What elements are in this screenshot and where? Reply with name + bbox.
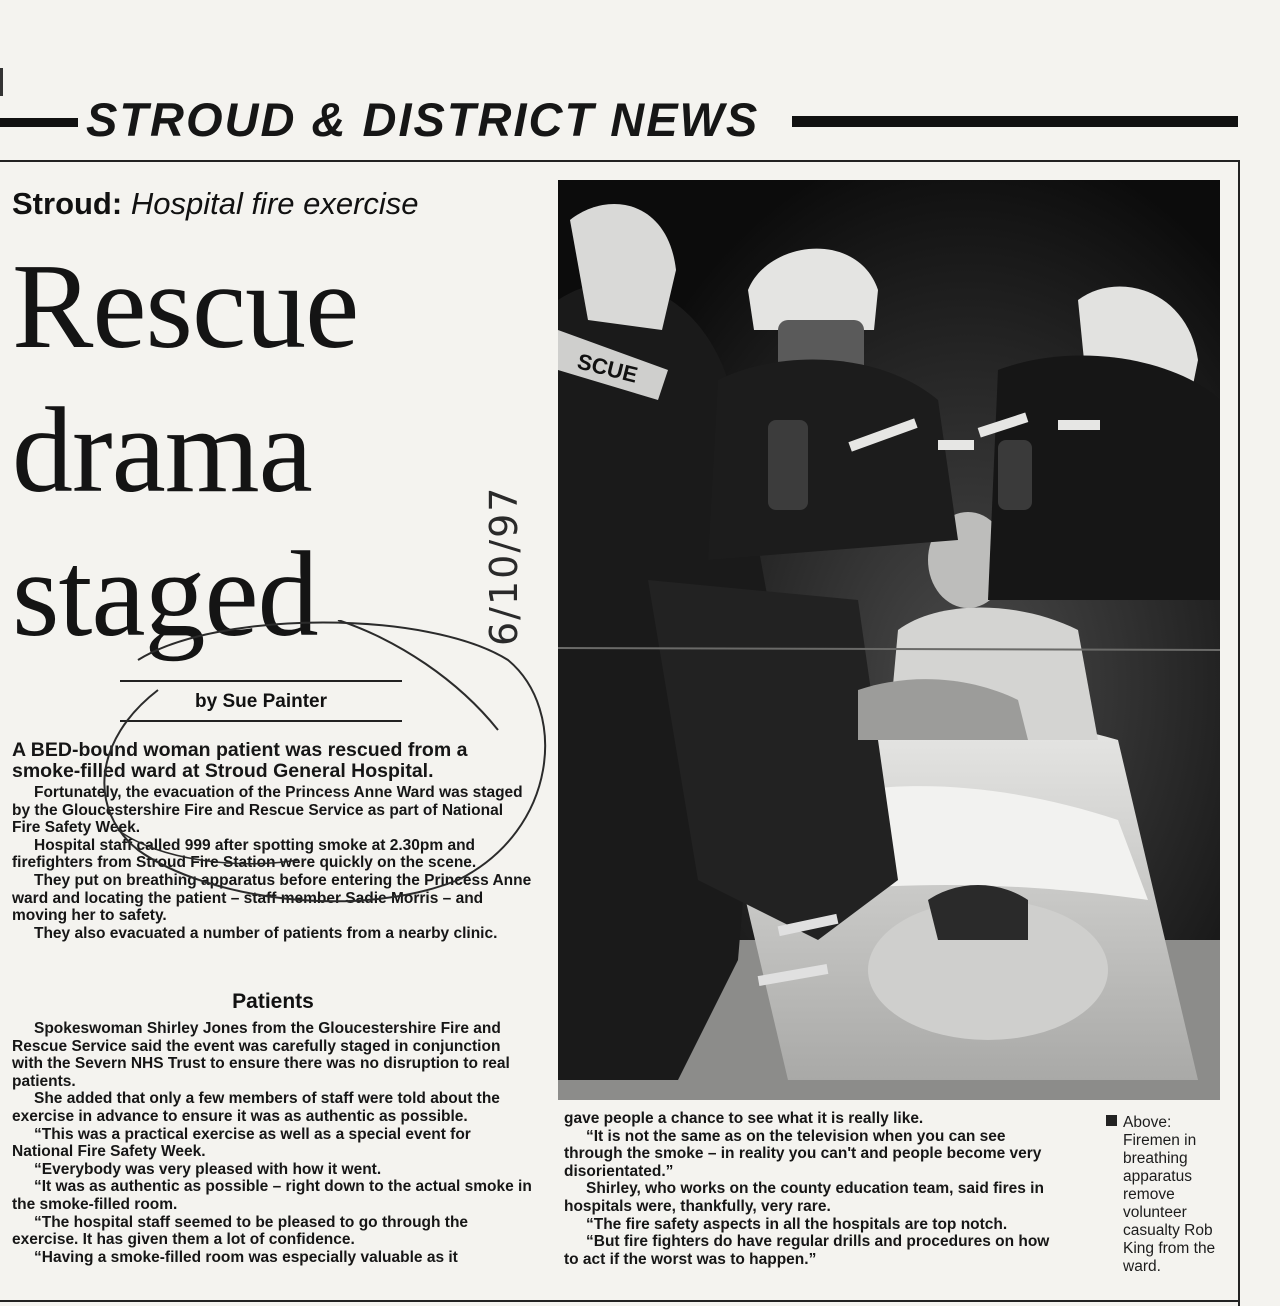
frame-top-rule xyxy=(0,160,1240,162)
paragraph: “This was a practical exercise as well as a special event for National Fire Safety Week. xyxy=(12,1125,471,1161)
photo-caption xyxy=(1106,1114,1232,1276)
caption-bullet-icon xyxy=(1106,1115,1117,1126)
kicker-topic: Hospital fire exercise xyxy=(130,186,419,221)
paragraph: “The fire safety aspects in all the hospitals are top notch. xyxy=(586,1215,1008,1233)
masthead: STROUD & DISTRICT NEWS xyxy=(86,93,760,146)
firefighters-rescue-photo xyxy=(558,180,1220,1100)
article-column-1-continued xyxy=(12,1020,534,1266)
byline-rule-bottom xyxy=(120,720,402,722)
subhead: Patients xyxy=(232,990,314,1013)
paragraph: They also evacuated a number of patients from a nearby clinic. xyxy=(34,924,498,942)
headline-line-2: drama xyxy=(12,383,312,518)
paragraph: “It is not the same as on the television when you can see through the smoke – in reality you can't and people become very disorientated.” xyxy=(564,1127,1042,1180)
article-column-1 xyxy=(12,784,534,942)
paragraph: “Everybody was very pleased with how it went. xyxy=(34,1160,382,1178)
scan-edge-mark xyxy=(0,68,3,96)
paragraph: “It was as authentic as possible – right down to the actual smoke in the smoke-filled room. xyxy=(12,1178,532,1213)
frame-right-rule xyxy=(1238,160,1240,1306)
intro-paragraph: A BED-bound woman patient was rescued from a smoke-filled ward at Stroud General Hospital. xyxy=(12,739,468,782)
jacket-lettering: SCUE xyxy=(574,348,641,388)
masthead-rule-right xyxy=(792,116,1238,127)
caption-text: Firemen in breathing apparatus remove volunteer casualty Rob King from the ward. xyxy=(1123,1132,1216,1275)
frame-bottom-rule xyxy=(0,1300,1240,1302)
kicker xyxy=(12,180,552,228)
byline-rule-top xyxy=(120,680,402,682)
headline-line-3: staged xyxy=(12,527,318,662)
article-column-2 xyxy=(564,1110,1064,1268)
handwritten-date: 6/10/97 xyxy=(482,485,526,646)
paragraph: She added that only a few members of staff were told about the exercise in advance to ensure it was as authentic as possible. xyxy=(12,1090,500,1125)
paragraph: Spokeswoman Shirley Jones from the Gloucestershire Fire and Rescue Service said the event was carefully staged in conjunction with the Severn NHS Trust to ensure there was no disruption to real patients. xyxy=(12,1020,510,1090)
byline: by Sue Painter xyxy=(195,691,327,712)
paragraph: “The hospital staff seemed to be pleased to go through the exercise. It has given them a lot of confidence. xyxy=(12,1213,469,1249)
paragraph: Hospital staff called 999 after spotting smoke at 2.30pm and firefighters from Stroud Fire Station were quickly on the scene. xyxy=(12,836,477,872)
paragraph: Shirley, who works on the county education team, said fires in hospitals were, thankfully, very rare. xyxy=(564,1180,1044,1215)
paragraph: Fortunately, the evacuation of the Princess Anne Ward was staged by the Gloucestershire Fire and Rescue Service as part of National Fire Safety Week. xyxy=(12,784,523,837)
paragraph: “Having a smoke-filled room was especially valuable as it xyxy=(34,1248,458,1266)
kicker-place: Stroud: xyxy=(12,186,123,221)
paragraph: gave people a chance to see what it is really like. xyxy=(564,1110,924,1127)
headline-line-1: Rescue xyxy=(12,239,359,374)
masthead-rule-left xyxy=(0,118,78,127)
paragraph: They put on breathing apparatus before entering the Princess Anne ward and locating the patient – staff member Sadie Morris – and moving her to safety. xyxy=(12,871,532,925)
caption-lead: Above: xyxy=(1123,1114,1172,1131)
paragraph: “But fire fighters do have regular drills and procedures on how to act if the worst was to happen.” xyxy=(564,1233,1050,1268)
